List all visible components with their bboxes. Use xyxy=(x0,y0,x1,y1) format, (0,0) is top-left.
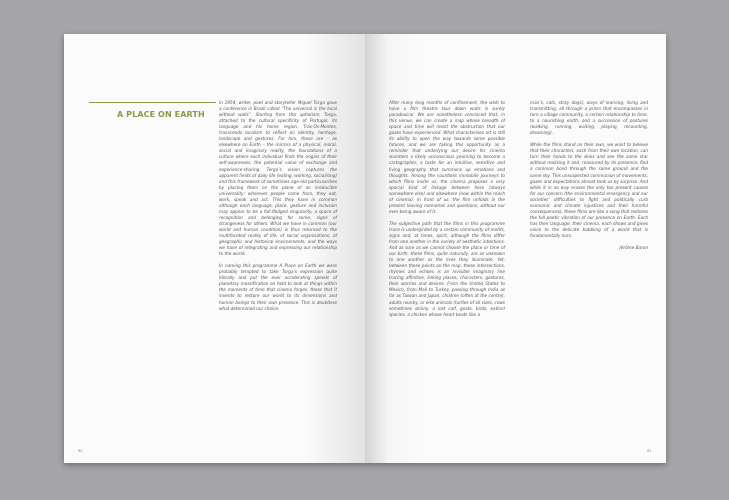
title-rule xyxy=(89,102,216,103)
book-spread xyxy=(64,34,666,463)
right-text-column-2 xyxy=(530,100,648,257)
right-text-column-1 xyxy=(389,100,505,324)
paragraph: In 1954, writer, poet and storyteller Miguel Torga gave a conference in Brazil called “The universal is the local without walls”. Starting from this aphorism, Torga, attached to the cultural specificity of Portugal, its language and his home region, Trás-Os-Montes, transcends localism to reflect on identity, heritage, landscape and gestures. For him, these are – as elsewhere on Earth – the mirrors of a physical, moral, social and imaginary reality, the foundations of a culture where each individual finds the origins of their self-awareness, the potential value of exchange and experience-sharing. Torga’s vision captures the apparent limits of daily life (eating, working, socialising) and this framework of sometimes age-old particularities by placing them on the plane of an irreducible universality: wherever people come from, they eat, work, speak and act. This they have in common although each language, place, gesture and inclusion may appear to be a full-fledged singularity, a space of recognition and belonging for some, signs of strangeness for others. What we have in common (our world and human condition) is thus returned to the multifaceted reality of life, of social organisations, of geographic and historical environments, and the ways we have of integrating and expressing our relationship to the world. xyxy=(219,100,337,257)
left-text-column xyxy=(219,100,337,318)
right-page xyxy=(365,34,666,463)
paragraph: While the films stand on their own, we want to believe that their characters, each from their own location, can turn their heads to the skies and see the same star without realising it and, reassured by its presence, find a common bond through the same ground and the same sky. This unsuspected communion of movements, gazes and expectations almost took us by surprise. And while it in no way erases the only too present causes for our concern (the environmental emergency and our societies’ difficulties to fight and politically curb economic and climate injustices and their harmful consequences), these films are like a song that restores the full poetic vibration of our presence on Earth. Each has their language, their cinema, each shows and gives voice to the delicate babbling of a world that is fundamentally ours. xyxy=(530,142,648,238)
paragraph: In naming this programme A Place on Earth we were probably tempted to take Torga’s expression quite literally and put the ever accelerating speeds of planetary massification on hold to look at things within the moments of time that cinema forges, those that it invents to restore our world to its dimensions and human beings to their own presence. This is doubtless what determined our choice. xyxy=(219,263,337,311)
paragraph: The subjective path that the films in this programme trace is undergirded by a certain community of motifs, signs and, at times, spirit, although the films differ from one another in the variety of aesthetic intentions. And as sure as we cannot choose the place or time of our birth, these films, quite naturally, are as unknown to one another as the lives they illuminate. Yet, between these points on the map, these intersections, rhymes and echoes is an invisible imaginary line tracing affinities, linking places, characters, gestures, their worries and desires. From the United States to Mexico, from Mali to Turkey, passing through India as far as Taiwan and Japan, children (often at the centre), adults nearby, or else animals (turtles of all sizes, cows sometimes skinny, a lost calf, goats, birds, extinct species, a chicken whose heart beats like a xyxy=(389,220,505,317)
page-title: A PLACE ON EARTH xyxy=(117,110,205,119)
author-signature: Jérôme Baron xyxy=(619,245,648,251)
paragraph: man’s, cats, stray dogs), ways of learning, living and transmitting, all through a prism that encompasses in turn a village community, a certain relationship to time, to a nourishing earth, and a succession of postures (walking, running, waiting, playing, recounting, dreaming). xyxy=(530,100,648,136)
left-page xyxy=(64,34,365,463)
page-number-left: 90 xyxy=(78,449,83,453)
page-number-right: 91 xyxy=(647,449,652,453)
paragraph: After many long months of confinement, the wish to have a film theatre tour down walls is surely paradoxical. We are nonetheless convinced that, in this venue, we can create a map whose breadth of space and time will resist the obstruction that our gazes have experienced. What characterises art is still its ability to open the way towards some possible futures, and we are taking this opportunity as a reminder that underlying our desire for cinema slumbers a likely unconscious yearning to become a cartographer, a taste for an intuitive, sensitive and living geography that summons up emotions and thoughts. Among the countless immobile journeys to which films invite us, the cinema proposes a very special kind of linkage between here (always somewhere else) and elsewhere (now within the reach of cinema). In front of us, the film unfolds in the present leaving memories and questions, without our ever being aware of it. xyxy=(389,100,505,214)
